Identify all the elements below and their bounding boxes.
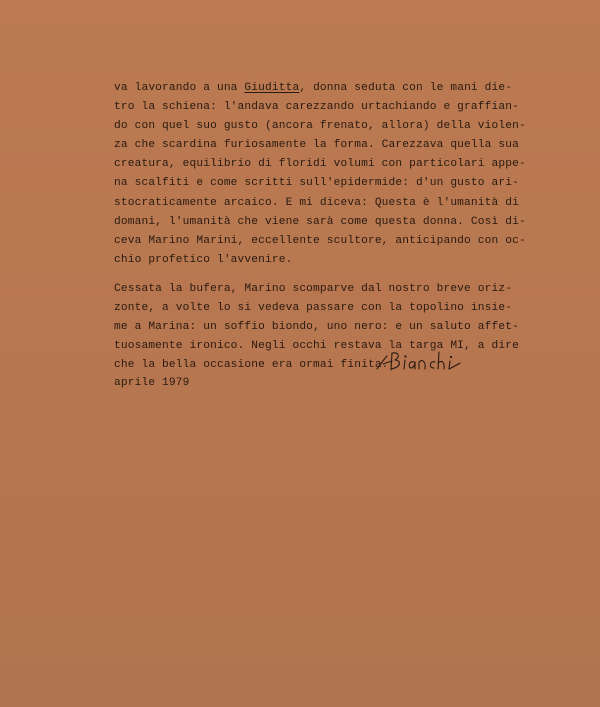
handwritten-signature (374, 347, 474, 377)
paragraph-1-line-1 (114, 79, 514, 98)
text-line: me a Marina: un soffio biondo, uno nero: e un saluto affet- (114, 321, 519, 334)
text-line: za che scardina furiosamente la forma. Carezzava quella sua (114, 139, 519, 152)
underlined-title: Giuditta (244, 82, 300, 94)
text-line: do con quel suo gusto (ancora frenato, allora) della violen- (114, 120, 526, 133)
text-line: ceva Marino Marini, eccellente scultore, anticipando con oc- (114, 234, 526, 247)
text-line: domani, l'umanità che viene sarà come questa donna. Così di- (114, 215, 526, 228)
letter-date: aprile 1979 (114, 377, 190, 389)
text-line: tro la schiena: l'andava carezzando urtachiando e graffian- (114, 101, 519, 114)
letter-body (114, 79, 526, 375)
text-line: che la bella occasione era ormai finita. (114, 359, 389, 372)
text-line: Cessata la bufera, Marino scomparve dal nostro breve oriz- (114, 282, 513, 295)
text-line: stocraticamente arcaico. E mi diceva: Questa è l'umanità di (114, 196, 519, 209)
text-line: na scalfiti e come scritti sull'epidermide: d'un gusto ari- (114, 177, 519, 190)
paragraph-1 (114, 79, 526, 270)
text-line: creatura, equilibrio di floridi volumi con particolari appe- (114, 158, 526, 171)
text-line: tuosamente ironico. Negli occhi restava la targa MI, a dire (114, 340, 519, 353)
line-1-pre: va lavorando a una (114, 82, 245, 94)
line-1-post: , donna seduta con le mani die- (299, 82, 513, 94)
text-line: chio profetico l'avvenire. (114, 253, 293, 266)
text-line: zonte, a volte lo si vedeva passare con la topolino insie- (114, 302, 513, 315)
